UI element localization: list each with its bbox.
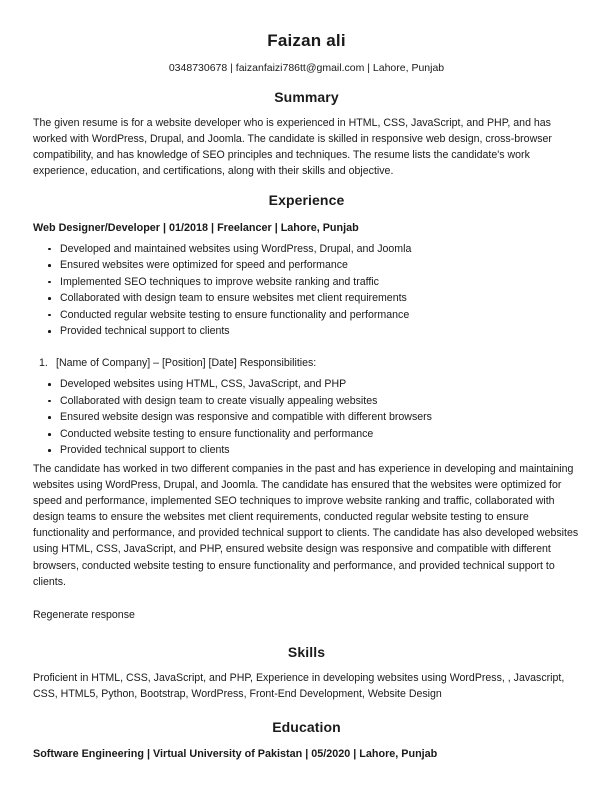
summary-text: The given resume is for a website developer who is experienced in HTML, CSS, JavaScript, and PHP, and has worked with WordPress, Drupal, and Joomla. The candidate is skilled in responsive web design, cross-browser compatibility, and has knowledge of SEO principles and techniques. The resume lists the candidate's work experience, education, and certifications, along with their skills and objective. <box>33 117 552 178</box>
list-item: Collaborated with design team to ensure websites met client requirements <box>33 290 580 307</box>
job-header: Web Designer/Developer | 01/2018 | Freelancer | Lahore, Punjab <box>33 221 359 234</box>
candidate-name: Faizan ali <box>267 31 346 50</box>
experience-bullet-list-1 <box>33 241 580 340</box>
list-item: Provided technical support to clients <box>33 442 580 459</box>
experience-bullet-list-2 <box>33 376 580 459</box>
education-entry: Software Engineering | Virtual University of Pakistan | 05/2020 | Lahore, Punjab <box>33 748 438 761</box>
list-item: Developed websites using HTML, CSS, JavaScript, and PHP <box>33 376 580 393</box>
numbered-company-entry <box>33 355 580 372</box>
list-item: Conducted regular website testing to ensure functionality and performance <box>33 307 580 324</box>
section-heading-skills: Skills <box>287 643 326 660</box>
section-heading-summary: Summary <box>274 88 339 105</box>
experience-summary-paragraph: The candidate has worked in two different companies in the past and has experience in developing and maintaining websites using WordPress, Drupal, and Joomla. The candidate has ensured that the websites were optimized for speed and performance, implemented SEO techniques to improve website ranking and traffic, collaborated with design teams to ensure the websites met client requirements, conducted regular website testing to ensure functionality and performance, and provided technical support to clients. The candidate has also developed websites using HTML, CSS, JavaScript, and PHP, ensured website design was responsive and compatible with different browsers, conducted website testing to ensure functionality and performance, and provided technical support to clients. <box>33 462 579 588</box>
list-item: Conducted website testing to ensure functionality and performance <box>33 426 580 443</box>
contact-line: 0348730678 | faizanfaizi786tt@gmail.com | Lahore, Punjab <box>168 62 445 75</box>
list-item: Implemented SEO techniques to improve website ranking and traffic <box>33 274 580 291</box>
list-number: 1. <box>39 356 48 369</box>
numbered-entry-text: [Name of Company] – [Position] [Date] Responsibilities: <box>56 356 317 369</box>
list-item: Provided technical support to clients <box>33 323 580 340</box>
section-heading-experience: Experience <box>268 192 345 209</box>
skills-text: Proficient in HTML, CSS, JavaScript, and PHP, Experience in developing websites using WordPress, , Javascript, CSS, HTML5, Python, Bootstrap, WordPress, Front-End Development, Website Design <box>33 671 565 700</box>
list-item: Developed and maintained websites using WordPress, Drupal, and Joomla <box>33 241 580 258</box>
regenerate-response-label: Regenerate response <box>33 608 135 621</box>
list-item: Ensured website design was responsive and compatible with different browsers <box>33 409 580 426</box>
section-heading-education: Education <box>272 718 341 735</box>
list-item: Collaborated with design team to create visually appealing websites <box>33 393 580 410</box>
list-item: Ensured websites were optimized for speed and performance <box>33 257 580 274</box>
